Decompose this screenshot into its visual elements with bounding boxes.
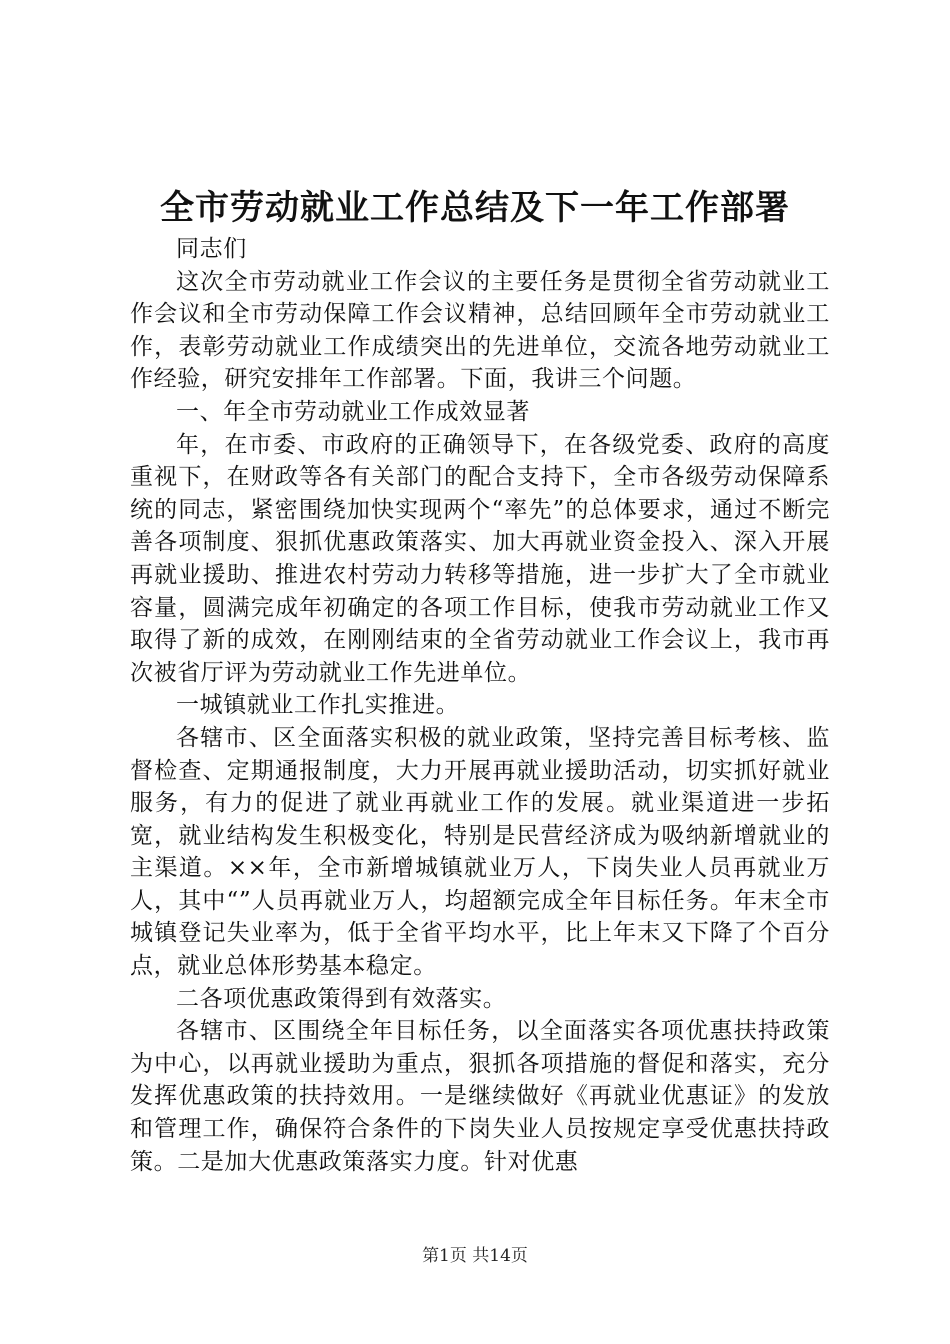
- body-paragraph: 这次全市劳动就业工作会议的主要任务是贯彻全省劳动就业工作会议和全市劳动保障工作会议精神，总结回顾年全市劳动就业工作，表彰劳动就业工作成绩突出的先进单位，交流各地劳动就业工作经验，研究安排年工作部署。下面，我讲三个问题。: [130, 268, 830, 393]
- subsection-heading: 一城镇就业工作扎实推进。: [176, 692, 460, 719]
- salutation: 同志们: [176, 236, 247, 262]
- section-heading: 一、年全市劳动就业工作成效显著: [176, 398, 530, 425]
- page-number-footer: 第1页 共14页: [422, 1246, 528, 1266]
- subsection-heading: 二各项优惠政策得到有效落实。: [176, 985, 507, 1012]
- body-paragraph: 各辖市、区围绕全年目标任务，以全面落实各项优惠扶持政策为中心，以再就业援助为重点，狠抓各项措施的督促和落实，充分发挥优惠政策的扶持效用。一是继续做好《再就业优惠证》的发放和管理工作，确保符合条件的下岗失业人员按规定享受优惠扶持政策。二是加大优惠政策落实力度。针对优惠: [130, 1018, 830, 1175]
- document-body: [130, 233, 830, 1178]
- body-paragraph: 各辖市、区全面落实积极的就业政策，坚持完善目标考核、监督检查、定期通报制度，大力开展再就业援助活动，切实抓好就业服务，有力的促进了就业再就业工作的发展。就业渠道进一步拓宽，就业结构发生积极变化，特别是民营经济成为吸纳新增就业的主渠道。××年，全市新增城镇就业万人，下岗失业人员再就业万人，其中“”人员再就业万人，均超额完成全年目标任务。年末全市城镇登记失业率为，低于全省平均水平，比上年末又下降了个百分点，就业总体形势基本稳定。: [130, 724, 830, 980]
- body-paragraph: 年，在市委、市政府的正确领导下，在各级党委、政府的高度重视下，在财政等各有关部门的配合支持下，全市各级劳动保障系统的同志，紧密围绕加快实现两个“率先”的总体要求，通过不断完善各项制度、狠抓优惠政策落实、加大再就业资金投入、深入开展再就业援助、推进农村劳动力转移等措施，进一步扩大了全市就业容量，圆满完成年初确定的各项工作目标，使我市劳动就业工作又取得了新的成效，在刚刚结束的全省劳动就业工作会议上，我市再次被省厅评为劳动就业工作先进单位。: [130, 431, 830, 686]
- document-title: 全市劳动就业工作总结及下一年工作部署: [160, 188, 790, 228]
